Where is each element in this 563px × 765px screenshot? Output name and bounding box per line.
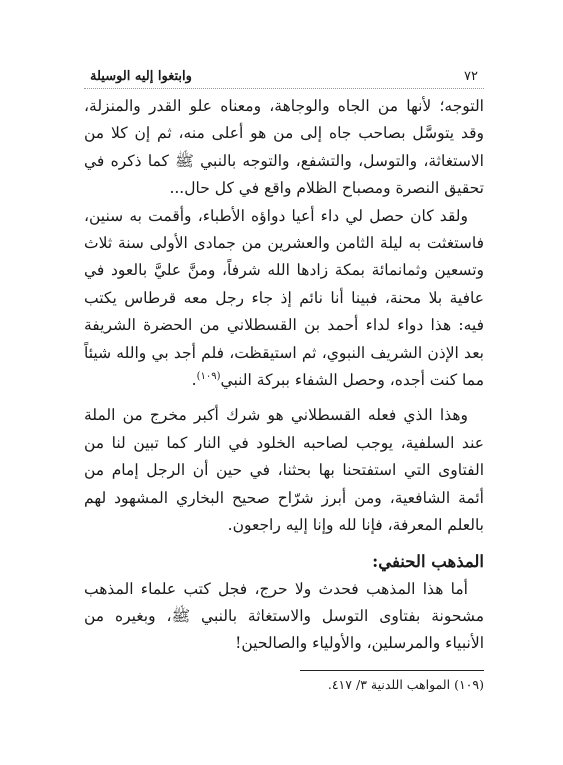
page-number: ٧٢	[464, 69, 478, 84]
footnote-marker: (١٠٩)	[196, 370, 221, 382]
paragraph-2	[84, 203, 484, 395]
body-text	[84, 93, 484, 658]
running-title: وابتغوا إليه الوسيلة	[90, 69, 192, 84]
book-page	[84, 68, 484, 695]
paragraph-2-end: .	[191, 371, 197, 390]
footnote-separator	[300, 670, 484, 671]
paragraph-1: التوجه؛ لأنها من الجاه والوجاهة، ومعناه علو القدر والمنزلة، وقد يتوسَّل بصاحب جاه إلى من هو أعلى منه، ثم إن كلا من الاستغاثة، والتوسل، والتشفع، والتوجه بالنبي ﷺ كما ذكره في تحقيق النصرة ومصباح الظلام واقع في كل حال...	[84, 97, 484, 198]
section-heading: المذهب الحنفي:	[372, 551, 484, 571]
running-header	[84, 68, 484, 89]
section-paragraph-1: أما هذا المذهب فحدث ولا حرج، فجل كتب علماء المذهب مشحونة بفتاوى التوسل والاستغاثة بالنبي ﷺ، وبغيره من الأنبياء والمرسلين، والأولياء والصالحين!	[84, 579, 484, 653]
paragraph-2-text: ولقد كان حصل لي داء أعيا دواؤه الأطباء، وأقمت به سنين، فاستغثت به ليلة الثامن والعشرين من جمادى الأولى سنة ثلاث وتسعين وثمانمائة بمكة زادها الله شرفاً، ومنَّ عليَّ بالعود في عافية بلا محنة، فبينا أنا نائم إذ جاء رجل معه قرطاس يكتب فيه: هذا دواء لداء أحمد بن القسطلاني من الحضرة الشريفة بعد الإذن الشريف النبوي، ثم استيقظت، فلم أجد بي والله شيئاً مما كنت أجده، وحصل الشفاء ببركة النبي	[84, 206, 484, 390]
footnote-109: (١٠٩) المواهب اللدنية ٣/ ٤١٧.	[327, 676, 484, 692]
paragraph-3: وهذا الذي فعله القسطلاني هو شرك أكبر مخرج من الملة عند السلفية، يوجب لصاحبه الخلود في النار كما تبين لنا من الفتاوى التي استفتحنا بها بحثنا، في حين أن الرجل إمام من أئمة الشافعية، ومن أبرز شرّاح صحيح البخاري المشهود لهم بالعلم المعرفة، فإنا لله وإنا إليه راجعون.	[84, 406, 484, 535]
